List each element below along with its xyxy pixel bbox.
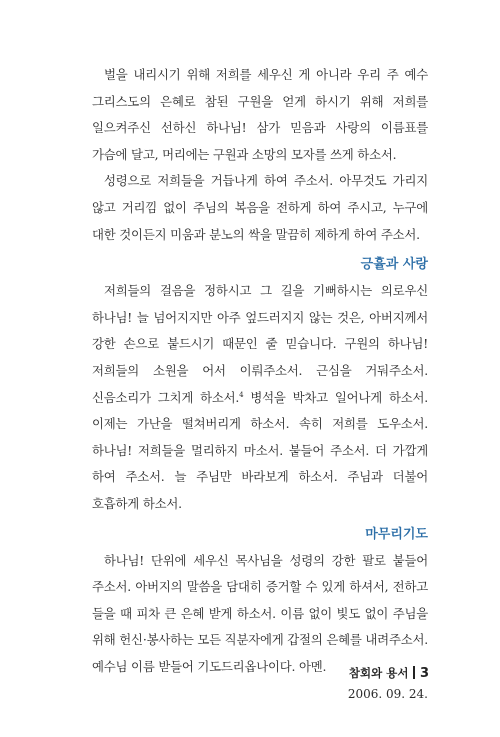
main-content [92,62,428,706]
mercy-paragraph [92,278,428,517]
footer-separator [413,666,415,679]
footer-title: 참회와 용서 [348,666,409,680]
intro-paragraph-2: 성령으로 저희들을 거듭나게 하여 주소서. 아무것도 가리지 않고 거리낌 없이 주님의 복음을 전하게 하여 주시고, 누구에 대한 것이든지 미움과 분노의 싹을 말끔히 제하게 하여 주소서. [92,173,428,242]
mercy-paragraph-main: 저희들의 걸음을 정하시고 그 길을 기뻐하시는 의로우신 하나님! 늘 넘어지지만 아주 엎드러지지 않는 것은, 아버지께서 강한 손으로 붙드시기 때문인 줄 믿습니다. 구원의 하나님! 저희들의 소원을 어서 이뤄주소서. 근심을 거둬주소서. 신음소리가 그치게 하소서. [92,283,428,405]
closing-paragraph: 하나님! 단위에 세우신 목사님을 성령의 강한 팔로 붙들어 주소서. 아버지의 말씀을 담대히 증거할 수 있게 하셔서, 전하고 들을 때 피차 큰 은혜 받게 하소서. 이름 없이 빛도 없이 주님을 위해 헌신·봉사하는 모든 직분자에게 갑절의 은혜를 내려주소서. 예수님 이름 받들어 기도드리옵나이다. 아멘. [92,552,428,674]
page-number: 3 [419,666,429,681]
section-heading-closing: 마무리기도 [365,526,428,542]
intro-paragraph-1: 벌을 내리시기 위해 저희를 세우신 게 아니라 우리 주 예수 그리스도의 은혜로 참된 구원을 얻게 하시기 위해 저희를 일으켜주신 선하신 하나님! 삼가 믿음과 사랑의 이름표를 가슴에 달고, 머리에는 구원과 소망의 모자를 쓰게 하소서. [92,67,428,162]
page-footer [349,665,429,681]
mercy-paragraph-rest: 병석을 박차고 일어나게 하소서. 이제는 가난을 떨쳐버리게 하소서. 속히 저희를 도우소서. 하나님! 저희들을 멀리하지 마소서. 붙들어 주소서. 더 가깝게 하여 주소서. 늘 주님만 바라보게 하소서. 주님과 더불어 호흡하게 하소서. [92,389,428,511]
footnote-mark[interactable]: 4 [239,390,244,399]
section-heading-mercy: 긍휼과 사랑 [360,257,428,273]
prayer-date: 2006. 09. 24. [347,687,428,702]
